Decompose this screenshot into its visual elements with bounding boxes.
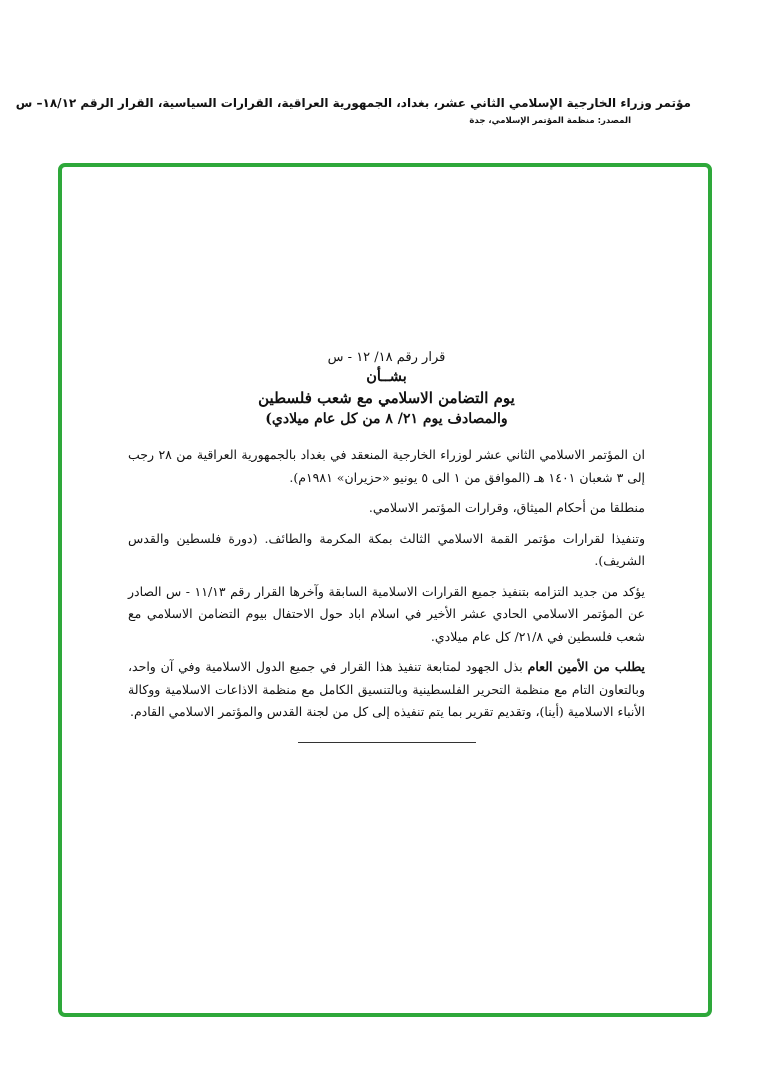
document-title: مؤتمر وزراء الخارجية الإسلامي الثاني عشر، بغداد، الجمهورية العراقية، القرارات السياسية، القرار الرقم ١٨/١٢– س	[15, 96, 691, 110]
paragraph-affirms: يؤكد من جديد التزامه بتنفيذ جميع القرارات الاسلامية السابقة وآخرها القرار رقم ١١/١٣ - س الصادر عن المؤتمر الاسلامي الحادي عشر الأخير في اسلام اباد حول الاحتفال بيوم التضامن الاسلامي مع شعب فلسطين في ٢١/٨/ كل عام ميلادي.	[128, 583, 646, 644]
paragraph-charter: منطلقا من أحكام الميثاق، وقرارات المؤتمر الاسلامي.	[368, 500, 645, 515]
resolution-regarding: بشــأن	[366, 368, 407, 385]
resolution-body	[128, 349, 645, 743]
resolution-date-line: والمصادف يوم ٢١/ ٨ من كل عام ميلادي)	[265, 411, 508, 427]
paragraph-lead: يطلب من الأمين العام	[527, 659, 645, 674]
resolution-heading	[128, 349, 645, 430]
resolution-subject: يوم التضامن الاسلامي مع شعب فلسطين	[258, 389, 515, 407]
page-header	[15, 94, 691, 128]
paragraph-requests: يطلب من الأمين العام بذل الجهود لمتابعة تنفيذ هذا القرار في جميع الدول الاسلامية وفي آن واحد، وبالتعاون التام مع منظمة التحرير الفلسطينية وبالتنسيق الكامل مع منظمة الاذاعات الاسلامية ووكالة الأنباء الاسلامية (أينا)، وتقديم تقرير بما يتم تنفيذه إلى كل من لجنة القدس والمؤتمر الاسلامي القادم.	[128, 659, 645, 719]
paragraph-preamble: ان المؤتمر الاسلامي الثاني عشر لوزراء الخارجية المنعقد في بغداد بالجمهورية العراقية من ٢٨ رجب إلى ٣ شعبان ١٤٠١ هـ (الموافق من ١ الى ٥ يونيو «حزيران» ١٩٨١م).	[128, 447, 646, 485]
paragraph-summit: وتنفيذا لقرارات مؤتمر القمة الاسلامي الثالث بمكة المكرمة والطائف. (دورة فلسطين والقدس الشريف).	[128, 530, 645, 568]
end-divider	[298, 742, 476, 743]
document-source: المصدر: منظمة المؤتمر الإسلامي، جدة	[469, 116, 631, 126]
resolution-number: قرار رقم ١٨/ ١٢ - س	[327, 350, 446, 365]
